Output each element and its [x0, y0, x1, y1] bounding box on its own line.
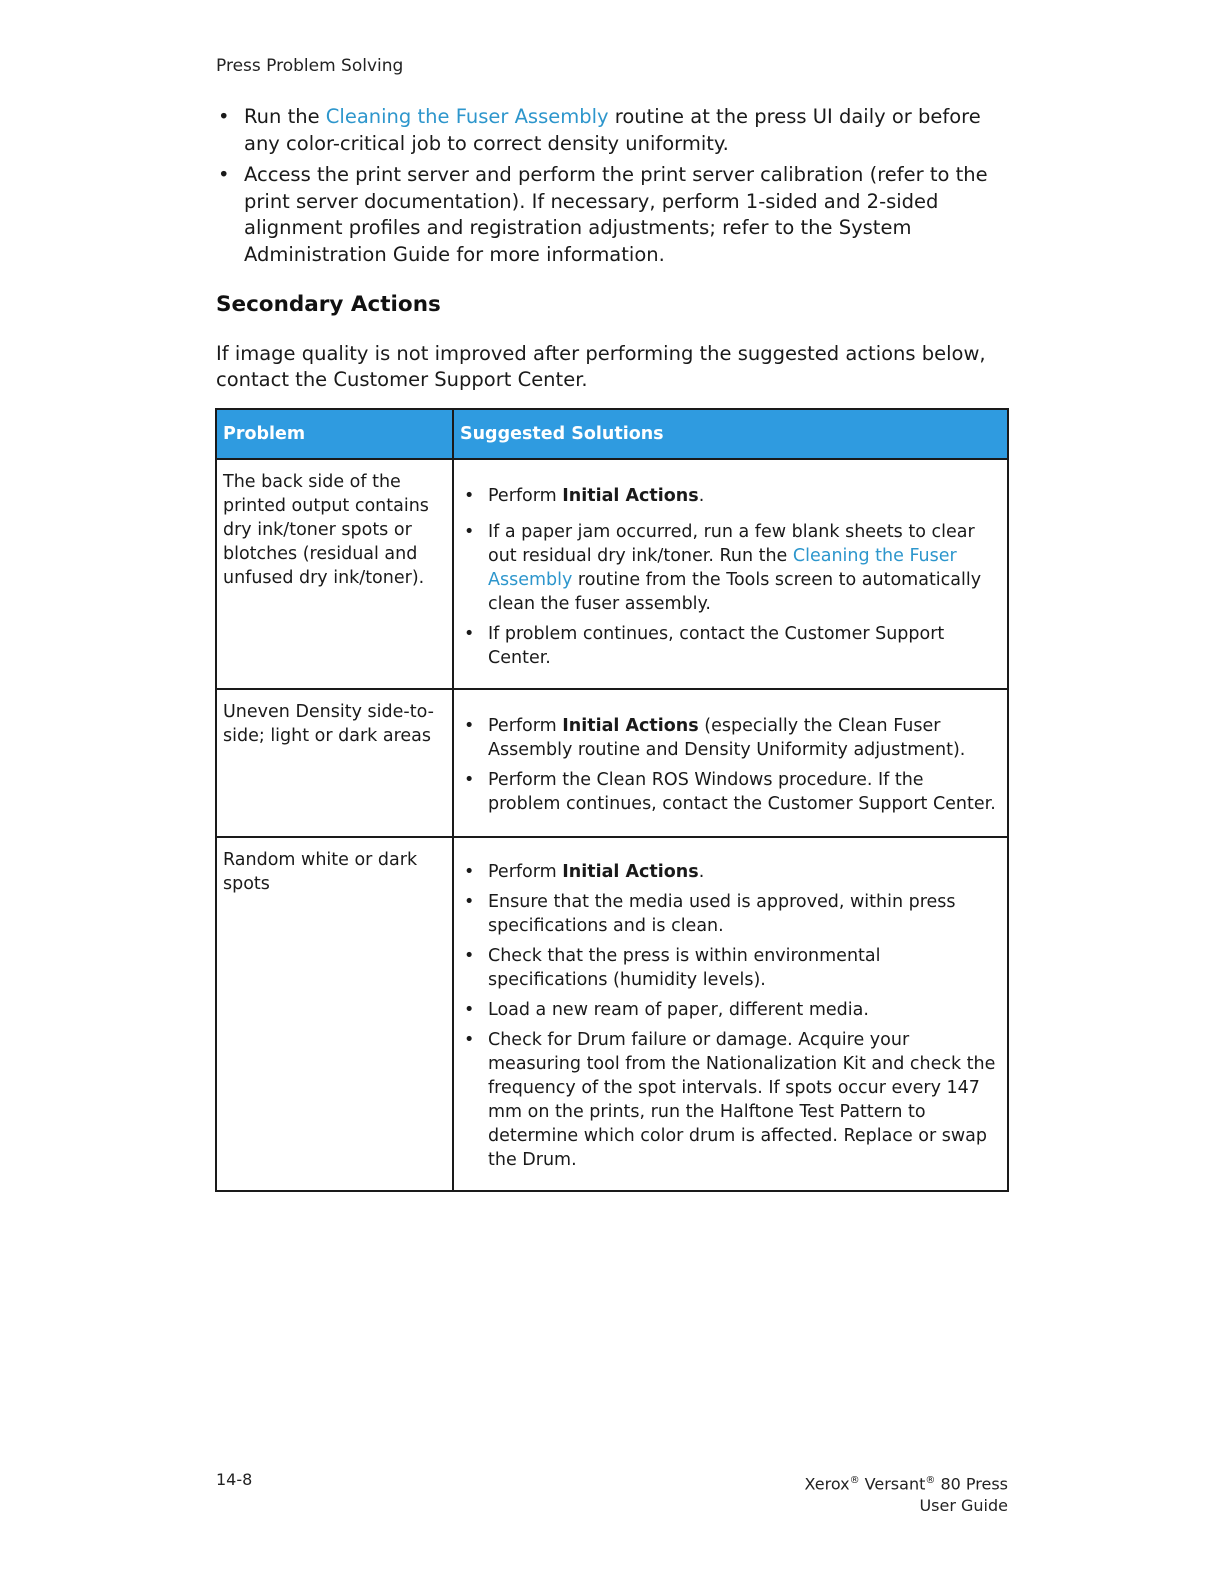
section-heading: Secondary Actions	[216, 292, 441, 317]
problem-cell: The back side of the printed output contains dry ink/toner spots or blotches (residual and unfused dry ink/toner).	[216, 459, 453, 689]
table-row	[216, 689, 1008, 837]
solutions-cell	[453, 459, 1008, 689]
table-row	[216, 837, 1008, 1191]
list-item: • Check that the press is within environmental specifications (humidity levels).	[460, 944, 1001, 992]
cleaning-fuser-link[interactable]: Cleaning the Fuser Assembly	[488, 546, 957, 590]
solutions-table	[215, 408, 1009, 1192]
list-item: • Perform Initial Actions.	[460, 484, 1001, 508]
list-item: • If problem continues, contact the Customer Support Center.	[460, 622, 1001, 670]
solutions-cell	[453, 689, 1008, 837]
page-number: 14-8	[216, 1470, 253, 1489]
footer-product: Xerox® Versant® 80 Press User Guide	[804, 1474, 1008, 1516]
solutions-cell	[453, 837, 1008, 1191]
list-item: • Ensure that the media used is approved, within press specifications and is clean.	[460, 890, 1001, 938]
section-intro: If image quality is not improved after performing the suggested actions below, contact the Customer Support Center.	[216, 342, 986, 391]
problem-cell: Uneven Density side-to-side; light or dark areas	[216, 689, 453, 837]
table-row	[216, 459, 1008, 689]
list-item: • Check for Drum failure or damage. Acquire your measuring tool from the Nationalization Kit and check the frequency of the spot intervals. If spots occur every 147 mm on the prints, run the Halftone Test Pattern to determine which color drum is affected. Replace or swap the Drum.	[460, 1028, 1001, 1172]
list-item: • Perform Initial Actions.	[460, 860, 1001, 884]
problem-header: Problem	[216, 409, 453, 459]
solutions-header: Suggested Solutions	[453, 409, 1008, 459]
intro-bullet-list	[216, 104, 1006, 273]
list-item: • Perform Initial Actions (especially the Clean Fuser Assembly routine and Density Uniformity adjustment).	[460, 714, 1001, 762]
list-item: • Access the print server and perform the print server calibration (refer to the print server documentation). If necessary, perform 1-sided and 2-sided alignment profiles and registration adjustments; refer to the System Administration Guide for more information.	[216, 162, 1006, 268]
running-header: Press Problem Solving	[216, 56, 404, 76]
list-item: • Run the Cleaning the Fuser Assembly routine at the press UI daily or before any color-critical job to correct density uniformity.	[216, 104, 1006, 157]
table-header-row	[216, 409, 1008, 459]
list-item: • Perform the Clean ROS Windows procedure. If the problem continues, contact the Customer Support Center.	[460, 768, 1001, 816]
list-item: • If a paper jam occurred, run a few blank sheets to clear out residual dry ink/toner. Run the Cleaning the Fuser Assembly routine from the Tools screen to automatically clean the fuser assembly.	[460, 520, 1001, 616]
list-item: • Load a new ream of paper, different media.	[460, 998, 1001, 1022]
problem-cell: Random white or dark spots	[216, 837, 453, 1191]
cleaning-fuser-link[interactable]: Cleaning the Fuser Assembly	[325, 105, 609, 128]
